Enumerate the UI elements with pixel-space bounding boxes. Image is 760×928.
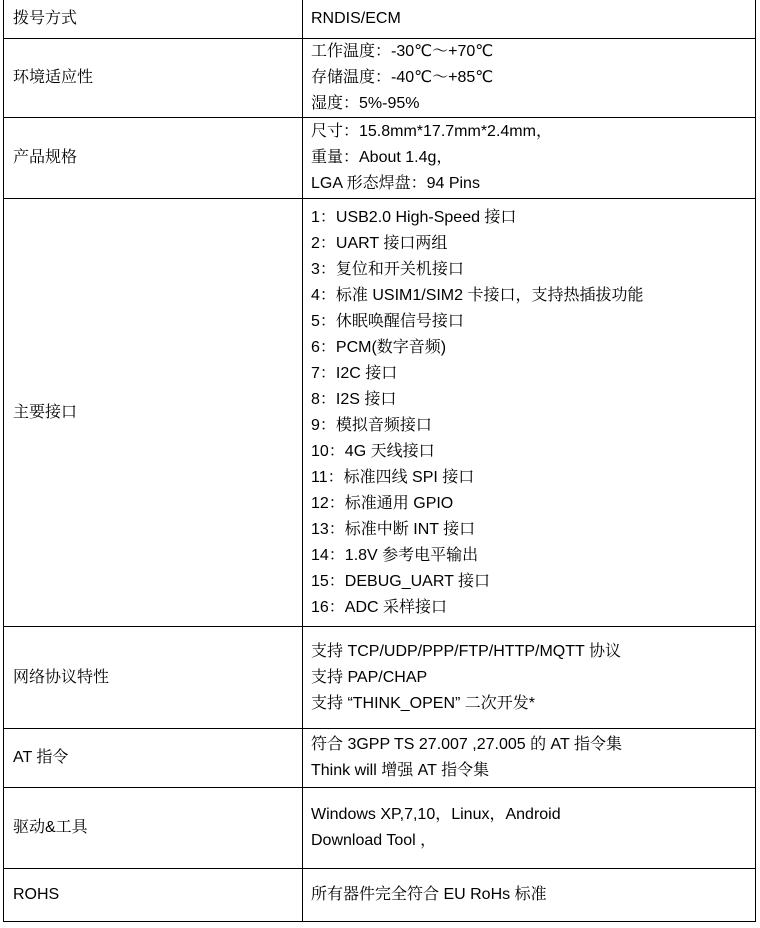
table-row	[4, 627, 756, 729]
row-label	[4, 627, 303, 729]
value-line: 14：1.8V 参考电平输出	[311, 546, 479, 564]
value-line: LGA 形态焊盘：94 Pins	[311, 175, 480, 192]
table-row	[4, 0, 756, 39]
value-line: 3：复位和开关机接口	[311, 260, 464, 278]
row-label	[4, 788, 303, 869]
value-line: 1：USB2.0 High-Speed 接口	[311, 208, 517, 226]
row-value	[303, 729, 756, 788]
value-line: 8：I2S 接口	[311, 390, 397, 408]
row-value	[303, 0, 756, 39]
value-line: RNDIS/ECM	[311, 10, 401, 27]
value-line: 支持 PAP/CHAP	[311, 668, 428, 686]
row-value	[303, 199, 756, 627]
label-dial-mode: 拨号方式	[13, 10, 78, 27]
value-line: 4：标准 USIM1/SIM2 卡接口，支持热插拔功能	[311, 286, 644, 304]
value-line: 11：标准四线 SPI 接口	[311, 468, 475, 486]
label-at-commands: AT 指令	[13, 749, 69, 766]
label-network-protocols: 网络协议特性	[13, 668, 110, 686]
value-line: Think will 增强 AT 指令集	[311, 762, 490, 779]
label-drivers-tools: 驱动&工具	[13, 819, 88, 836]
label-interfaces: 主要接口	[13, 403, 78, 421]
value-line: Download Tool ，	[311, 832, 437, 849]
value-line: 10：4G 天线接口	[311, 442, 435, 460]
row-value	[303, 788, 756, 869]
table-row	[4, 118, 756, 199]
value-line: 所有器件完全符合 EU RoHs 标准	[311, 886, 547, 903]
spec-table	[3, 0, 756, 922]
row-label	[4, 729, 303, 788]
row-value	[303, 869, 756, 922]
value-line: 5：休眠唤醒信号接口	[311, 312, 464, 330]
row-label	[4, 39, 303, 118]
label-specification: 产品规格	[13, 149, 78, 166]
value-line: 湿度：5%-95%	[311, 95, 420, 112]
value-line: 16：ADC 采样接口	[311, 598, 448, 616]
row-value	[303, 118, 756, 199]
table-row	[4, 869, 756, 922]
table-row	[4, 199, 756, 627]
value-line: Windows XP,7,10，Linux，Android	[311, 806, 561, 823]
value-line: 支持 “THINK_OPEN” 二次开发*	[311, 694, 536, 712]
row-label	[4, 199, 303, 627]
row-value	[303, 39, 756, 118]
value-line: 工作温度：-30℃～+70℃	[311, 43, 494, 60]
table-row	[4, 788, 756, 869]
value-line: 符合 3GPP TS 27.007 ,27.005 的 AT 指令集	[311, 736, 622, 753]
value-line: 12：标准通用 GPIO	[311, 494, 454, 512]
value-line: 15：DEBUG_UART 接口	[311, 572, 491, 590]
table-row	[4, 729, 756, 788]
label-environment: 环境适应性	[13, 69, 94, 86]
value-line: 尺寸：15.8mm*17.7mm*2.4mm，	[311, 123, 552, 140]
value-line: 6：PCM(数字音频)	[311, 338, 447, 356]
label-rohs: ROHS	[13, 886, 60, 903]
value-line: 9：模拟音频接口	[311, 416, 432, 434]
value-line: 重量：About 1.4g，	[311, 149, 453, 166]
row-label	[4, 0, 303, 39]
row-label	[4, 869, 303, 922]
table-row	[4, 39, 756, 118]
row-value	[303, 627, 756, 729]
value-line: 2：UART 接口两组	[311, 234, 448, 252]
row-label	[4, 118, 303, 199]
value-line: 支持 TCP/UDP/PPP/FTP/HTTP/MQTT 协议	[311, 642, 621, 660]
value-line: 存储温度：-40℃～+85℃	[311, 69, 494, 86]
value-line: 13：标准中断 INT 接口	[311, 520, 476, 538]
value-line: 7：I2C 接口	[311, 364, 398, 382]
